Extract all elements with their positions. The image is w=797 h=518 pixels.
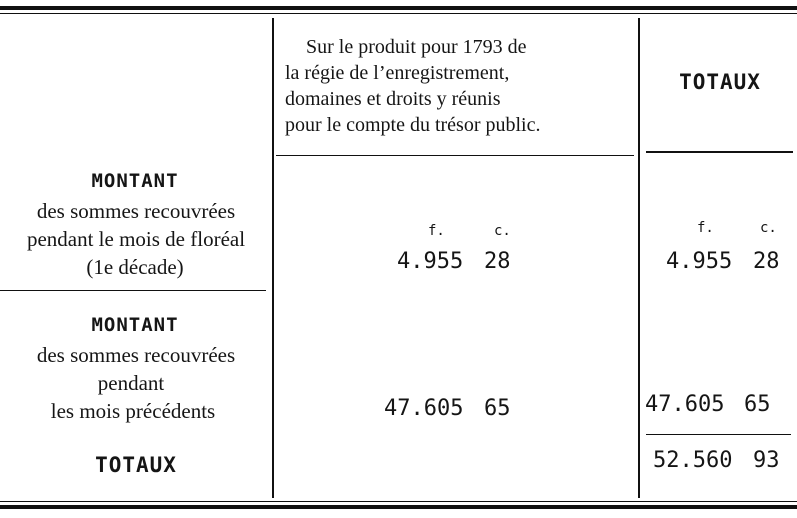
totals-francs: 52.560 (653, 448, 733, 473)
header-underline-col2 (276, 155, 634, 156)
top-rule-thin (0, 13, 797, 14)
row1-total-francs: 4.955 (666, 249, 733, 274)
header-totaux: TOTAUX (679, 70, 761, 94)
row2-label-title: MONTANT (91, 314, 179, 336)
top-rule-thick (0, 6, 797, 10)
bottom-rule-thin (0, 501, 797, 502)
row1-label-line-1: des sommes recouvrées (36, 199, 236, 223)
column-divider-left (272, 18, 274, 498)
row2-label-line-1: des sommes recouvrées (36, 343, 236, 367)
totals-cents: 93 (753, 448, 780, 473)
row2-label-line-3: les mois précédents (50, 399, 216, 423)
row1-label-title: MONTANT (91, 170, 179, 192)
row1-total-unit-f: f. (697, 220, 714, 236)
row2-total-francs: 47.605 (645, 392, 725, 417)
row2-total-cents: 65 (744, 392, 771, 417)
bottom-rule-thick (0, 505, 797, 509)
row1-produit-cents: 28 (484, 249, 511, 274)
row2-label-line-2: pendant (97, 371, 165, 395)
row1-total-cents: 28 (753, 249, 780, 274)
row1-produit-francs: 4.955 (397, 249, 464, 274)
row1-produit-unit-f: f. (428, 223, 445, 239)
header-underline-col3 (646, 151, 793, 153)
row2-produit-francs: 47.605 (384, 396, 464, 421)
totals-label: TOTAUX (95, 453, 177, 477)
header-produit-line-3: domaines et droits y réunis (285, 88, 501, 110)
row1-produit-unit-c: c. (494, 223, 511, 239)
header-produit-line-4: pour le compte du trésor public. (285, 114, 541, 136)
row1-total-unit-c: c. (760, 220, 777, 236)
row2-produit-cents: 65 (484, 396, 511, 421)
header-produit-line-1: Sur le produit pour 1793 de (306, 36, 527, 58)
row1-label-line-3: (1e décade) (86, 255, 184, 279)
column-divider-right (638, 18, 640, 498)
row1-label-line-2: pendant le mois de floréal (26, 227, 246, 251)
row-separator-label (0, 290, 266, 291)
sum-rule (646, 434, 791, 435)
header-produit-line-2: la régie de l’enregistrement, (285, 62, 510, 84)
